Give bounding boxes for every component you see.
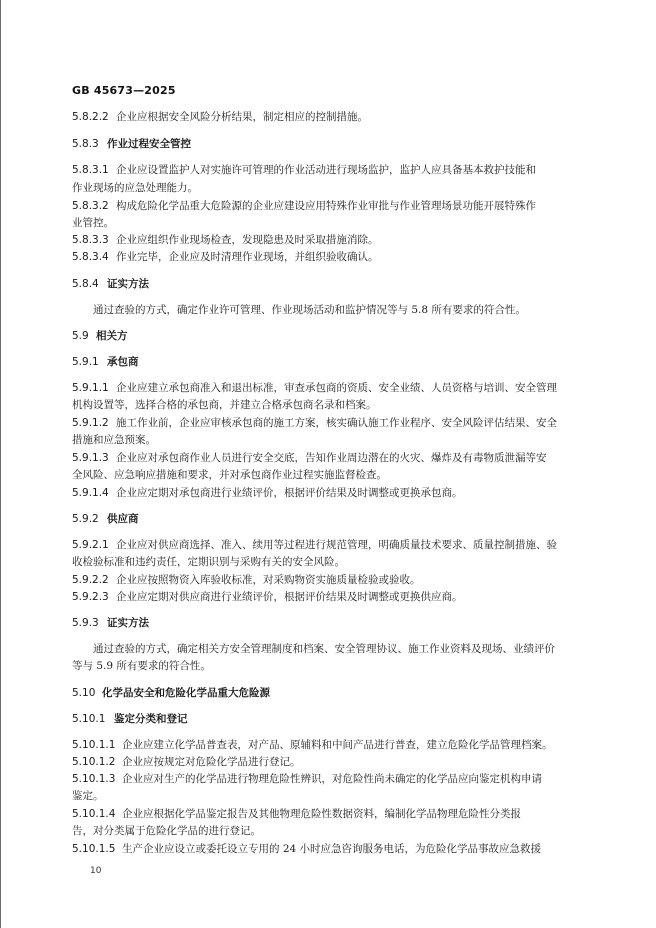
clause-number: 5.10.1.1 [72, 739, 116, 751]
clause-continuation [72, 398, 377, 412]
clause-number: 5.10.1.4 [72, 808, 116, 820]
clause-number: 5.10.1.3 [72, 773, 116, 785]
clause-5-9-1-3 [72, 451, 547, 465]
clause-number: 5.9.2.2 [72, 574, 109, 586]
clause-text: 业管控。 [72, 217, 114, 229]
heading-number: 5.9 [72, 330, 89, 342]
heading-number: 5.8.3 [72, 138, 99, 150]
clause-text: 企业应对生产的化学品进行物理危险性辨识，对危险性尚未确定的化学品应向鉴定机构申请 [122, 773, 542, 785]
clause-text: 企业应根据安全风险分析结果，制定相应的控制措施。 [116, 111, 368, 123]
clause-5-8-2-2 [72, 110, 368, 124]
clause-number: 5.8.3.3 [72, 234, 109, 246]
clause-text: 企业应建立承包商准入和退出标准，审查承包商的资质、安全业绩、人员资格与培训、安全管理 [116, 382, 557, 394]
clause-text: 企业应组织作业现场检查，发现隐患及时采取措施消除。 [116, 234, 379, 246]
heading-text: 鉴定分类和登记 [114, 713, 188, 725]
clause-text: 生产企业应设立或委托设立专用的 24 小时应急咨询服务电话，为危险化学品事故应急救援 [122, 843, 542, 855]
clause-continuation [72, 555, 345, 569]
clause-number: 5.8.2.2 [72, 111, 109, 123]
clause-text: 企业应定期对承包商进行业绩评价，根据评价结果及时调整或更换承包商。 [116, 487, 463, 499]
clause-5-10-1-5 [72, 842, 541, 856]
clause-text: 企业应建立化学品普查表，对产品、原辅料和中间产品进行普查，建立危险化学品管理档案。 [122, 739, 553, 751]
clause-5-10-1-2 [72, 755, 301, 769]
clause-5-8-3-4 [72, 250, 379, 264]
heading-text: 承包商 [107, 356, 139, 368]
clause-number: 5.9.1.1 [72, 382, 109, 394]
heading-number: 5.10 [72, 687, 96, 699]
clause-text: 构成危险化学品重大危险源的企业应建设应用特殊作业审批与作业管理场景功能开展特殊作 [116, 200, 536, 212]
clause-text: 措施和应急预案。 [72, 434, 156, 446]
heading-text: 化学品安全和危险化学品重大危险源 [102, 687, 270, 699]
clause-text: 企业应根据化学品鉴定报告及其他物理危险性数据资料，编制化学品物理危险性分类报 [122, 808, 521, 820]
clause-text: 机构设置等，选择合格的承包商，并建立合格承包商名录和档案。 [72, 399, 377, 411]
clause-text: 告，对分类属于危险化学品的进行登记。 [72, 825, 261, 837]
heading-text: 证实方法 [107, 617, 149, 629]
heading-5-10 [72, 686, 270, 700]
verification-paragraph [93, 642, 555, 656]
clause-number: 5.9.2.1 [72, 539, 109, 551]
paragraph-text: 等与 5.9 所有要求的符合性。 [72, 660, 211, 672]
clause-continuation [72, 433, 156, 447]
clause-number: 5.10.1.2 [72, 756, 116, 768]
clause-5-8-3-2 [72, 199, 536, 213]
clause-text: 企业应设置监护人对实施许可管理的作业活动进行现场监护，监护人应具备基本救护技能和 [116, 164, 536, 176]
clause-number: 5.8.3.1 [72, 164, 109, 176]
standard-id-header: GB 45673—2025 [72, 84, 176, 97]
clause-text: 收检验标准和违约责任，定期识别与采购有关的安全风险。 [72, 556, 345, 568]
clause-text: 作业完毕，企业应及时清理作业现场，并组织验收确认。 [116, 251, 379, 263]
heading-number: 5.9.1 [72, 356, 99, 368]
clause-5-8-3-3 [72, 233, 379, 247]
clause-number: 5.9.1.4 [72, 487, 109, 499]
page-left-border [0, 0, 1, 928]
heading-5-9-2 [72, 512, 139, 526]
paragraph-text: 通过查验的方式，确定作业许可管理、作业现场活动和监护情况等与 5.8 所有要求的符合性。 [93, 304, 526, 316]
clause-5-9-1-4 [72, 486, 463, 500]
clause-text: 企业应对供应商选择、准入、续用等过程进行规范管理，明确质量技术要求、质量控制措施、验 [116, 539, 557, 551]
page-number: 10 [90, 866, 102, 876]
paragraph-continuation [72, 659, 211, 673]
clause-5-9-2-2 [72, 573, 421, 587]
clause-text: 作业现场的应急处理能力。 [72, 182, 198, 194]
paragraph-text: 通过查验的方式，确定相关方安全管理制度和档案、安全管理协议、施工作业资料及现场、业绩评价 [93, 643, 555, 655]
clause-text: 全风险、应急响应措施和要求，并对承包商作业过程实施监督检查。 [72, 469, 387, 481]
clause-text: 鉴定。 [72, 790, 104, 802]
clause-5-9-2-3 [72, 590, 463, 604]
heading-5-9-3 [72, 616, 149, 630]
clause-text: 企业应对承包商作业人员进行安全交底，告知作业周边潜在的火灾、爆炸及有毒物质泄漏等安 [116, 452, 547, 464]
heading-5-8-3 [72, 137, 191, 151]
clause-5-10-1-3 [72, 772, 542, 786]
heading-5-9-1 [72, 355, 139, 369]
clause-5-9-2-1 [72, 538, 557, 552]
clause-number: 5.8.3.4 [72, 251, 109, 263]
clause-continuation [72, 181, 198, 195]
clause-continuation [72, 468, 387, 482]
clause-text: 企业应按照物资入库验收标准，对采购物资实施质量检验或验收。 [116, 574, 421, 586]
clause-number: 5.8.3.2 [72, 200, 109, 212]
clause-continuation [72, 789, 104, 803]
clause-number: 5.9.2.3 [72, 591, 109, 603]
clause-continuation [72, 824, 261, 838]
heading-5-9 [72, 329, 128, 343]
heading-text: 相关方 [96, 330, 128, 342]
heading-number: 5.10.1 [72, 713, 106, 725]
clause-number: 5.9.1.3 [72, 452, 109, 464]
clause-text: 施工作业前，企业应审核承包商的施工方案，核实确认施工作业程序、安全风险评估结果、安全 [116, 417, 557, 429]
heading-text: 证实方法 [107, 278, 149, 290]
clause-5-10-1-1 [72, 738, 553, 752]
verification-paragraph [93, 303, 526, 317]
clause-5-9-1-1 [72, 381, 557, 395]
heading-5-8-4 [72, 277, 149, 291]
heading-number: 5.8.4 [72, 278, 99, 290]
clause-5-9-1-2 [72, 416, 557, 430]
clause-5-10-1-4 [72, 807, 521, 821]
heading-text: 供应商 [107, 513, 139, 525]
heading-number: 5.9.2 [72, 513, 99, 525]
heading-5-10-1 [72, 712, 188, 726]
clause-continuation [72, 216, 114, 230]
clause-text: 企业应定期对供应商进行业绩评价，根据评价结果及时调整或更换供应商。 [116, 591, 463, 603]
clause-number: 5.9.1.2 [72, 417, 109, 429]
clause-number: 5.10.1.5 [72, 843, 116, 855]
clause-5-8-3-1 [72, 163, 536, 177]
heading-number: 5.9.3 [72, 617, 99, 629]
clause-text: 企业应按规定对危险化学品进行登记。 [122, 756, 301, 768]
heading-text: 作业过程安全管控 [107, 138, 191, 150]
